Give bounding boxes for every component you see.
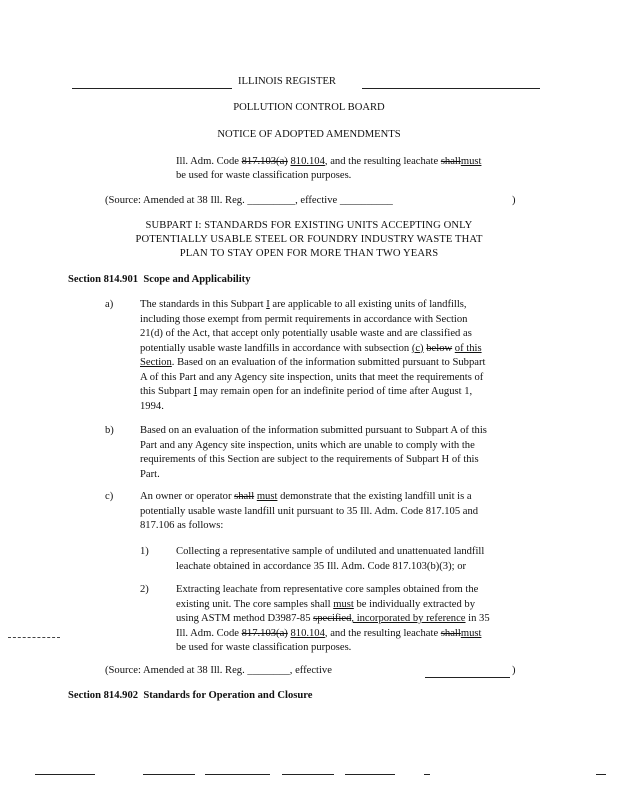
subpart-heading-3: PLAN TO STAY OPEN FOR MORE THAN TWO YEARS (179, 248, 439, 259)
section-901-title: Scope and Applicability (143, 274, 251, 285)
footer-rule-2 (143, 774, 195, 775)
source-note-1-close: ) (512, 195, 516, 206)
para-b-body: Based on an evaluation of the information submitted pursuant to Subpart A of this Part and any Agency site inspection, units which are unable to comply with the requirements of this Section are subject to the requirements of Subpart H of this Part. (140, 425, 487, 480)
footer-rule-3 (205, 774, 270, 775)
struck-citation: 817.103(a) (241, 156, 288, 167)
para-a-body: The standards in this Subpart I are applicable to all existing units of landfills, including those exempt from permit requirements in accordance with Section 21(d) of the Act, that accept only potentially usable waste and are classified as potentially usable waste landfills in accordance with subsection (c) below of this Section. Based on an evaluation of the information submitted pursuant to Subpart A of this Part and any Agency site inspection, units that meet the requirements of this Subpart I may remain open for an indefinite period of time after August 1, 1994. (140, 299, 486, 412)
register-title: ILLINOIS REGISTER (238, 76, 336, 87)
item-2-body: Extracting leachate from representative core samples obtained from the existing unit. The core samples shall must be individually extracted by using ASTM method D3987-85 specified, incorporated by reference in 35 Ill. Adm. Code 817.103(a) 810.104, and the resulting leachate shallmust be used for waste classification purposes. (176, 584, 490, 653)
para-a-label: a) (105, 299, 114, 310)
subpart-heading-1: SUBPART I: STANDARDS FOR EXISTING UNITS ACCEPTING ONLY (145, 220, 473, 231)
item-2-label: 2) (140, 584, 149, 595)
para-c-body: An owner or operator shall must demonstrate that the existing landfill unit is a potentially usable waste landfill unit pursuant to 35 Ill. Adm. Code 817.105 and 817.106 as follows: (140, 491, 479, 531)
continuation-line-1: Ill. Adm. Code 817.103(a) 810.104, and the resulting leachate shallmust (176, 156, 482, 167)
source-note-1: (Source: Amended at 38 Ill. Reg. _________, effective __________ (105, 195, 396, 206)
footer-rule-7 (596, 774, 606, 775)
footer-rule-5 (345, 774, 395, 775)
section-901-number: Section 814.901 (68, 274, 139, 285)
margin-mark (8, 637, 60, 638)
board-title: POLLUTION CONTROL BOARD (233, 102, 385, 113)
footer-rule-4 (282, 774, 334, 775)
source-note-2-blank (425, 677, 510, 678)
header-rule-right (362, 88, 540, 89)
section-902-heading (68, 689, 312, 704)
section-901-heading (68, 273, 251, 288)
para-c-label: c) (105, 491, 114, 502)
para-b-label: b) (105, 425, 114, 436)
new-citation: 810.104 (290, 156, 325, 167)
continuation-line-2: be used for waste classification purposes. (176, 170, 352, 181)
section-902-number: Section 814.902 (68, 690, 139, 701)
source-note-2: (Source: Amended at 38 Ill. Reg. ________, effective (105, 665, 332, 676)
footer-rule-6 (424, 774, 430, 775)
item-1-body: Collecting a representative sample of undiluted and unattenuated landfill leachate obtained in accordance 35 Ill. Adm. Code 817.103(b)(3); or (176, 546, 485, 572)
subpart-heading-2: POTENTIALLY USABLE STEEL OR FOUNDRY INDUSTRY WASTE THAT (135, 234, 483, 245)
source-note-2-close: ) (512, 665, 516, 676)
item-1-label: 1) (140, 546, 149, 557)
footer-rule-1 (35, 774, 95, 775)
header-rule-left (72, 88, 232, 89)
notice-title: NOTICE OF ADOPTED AMENDMENTS (217, 129, 401, 140)
section-902-title: Standards for Operation and Closure (143, 690, 313, 701)
